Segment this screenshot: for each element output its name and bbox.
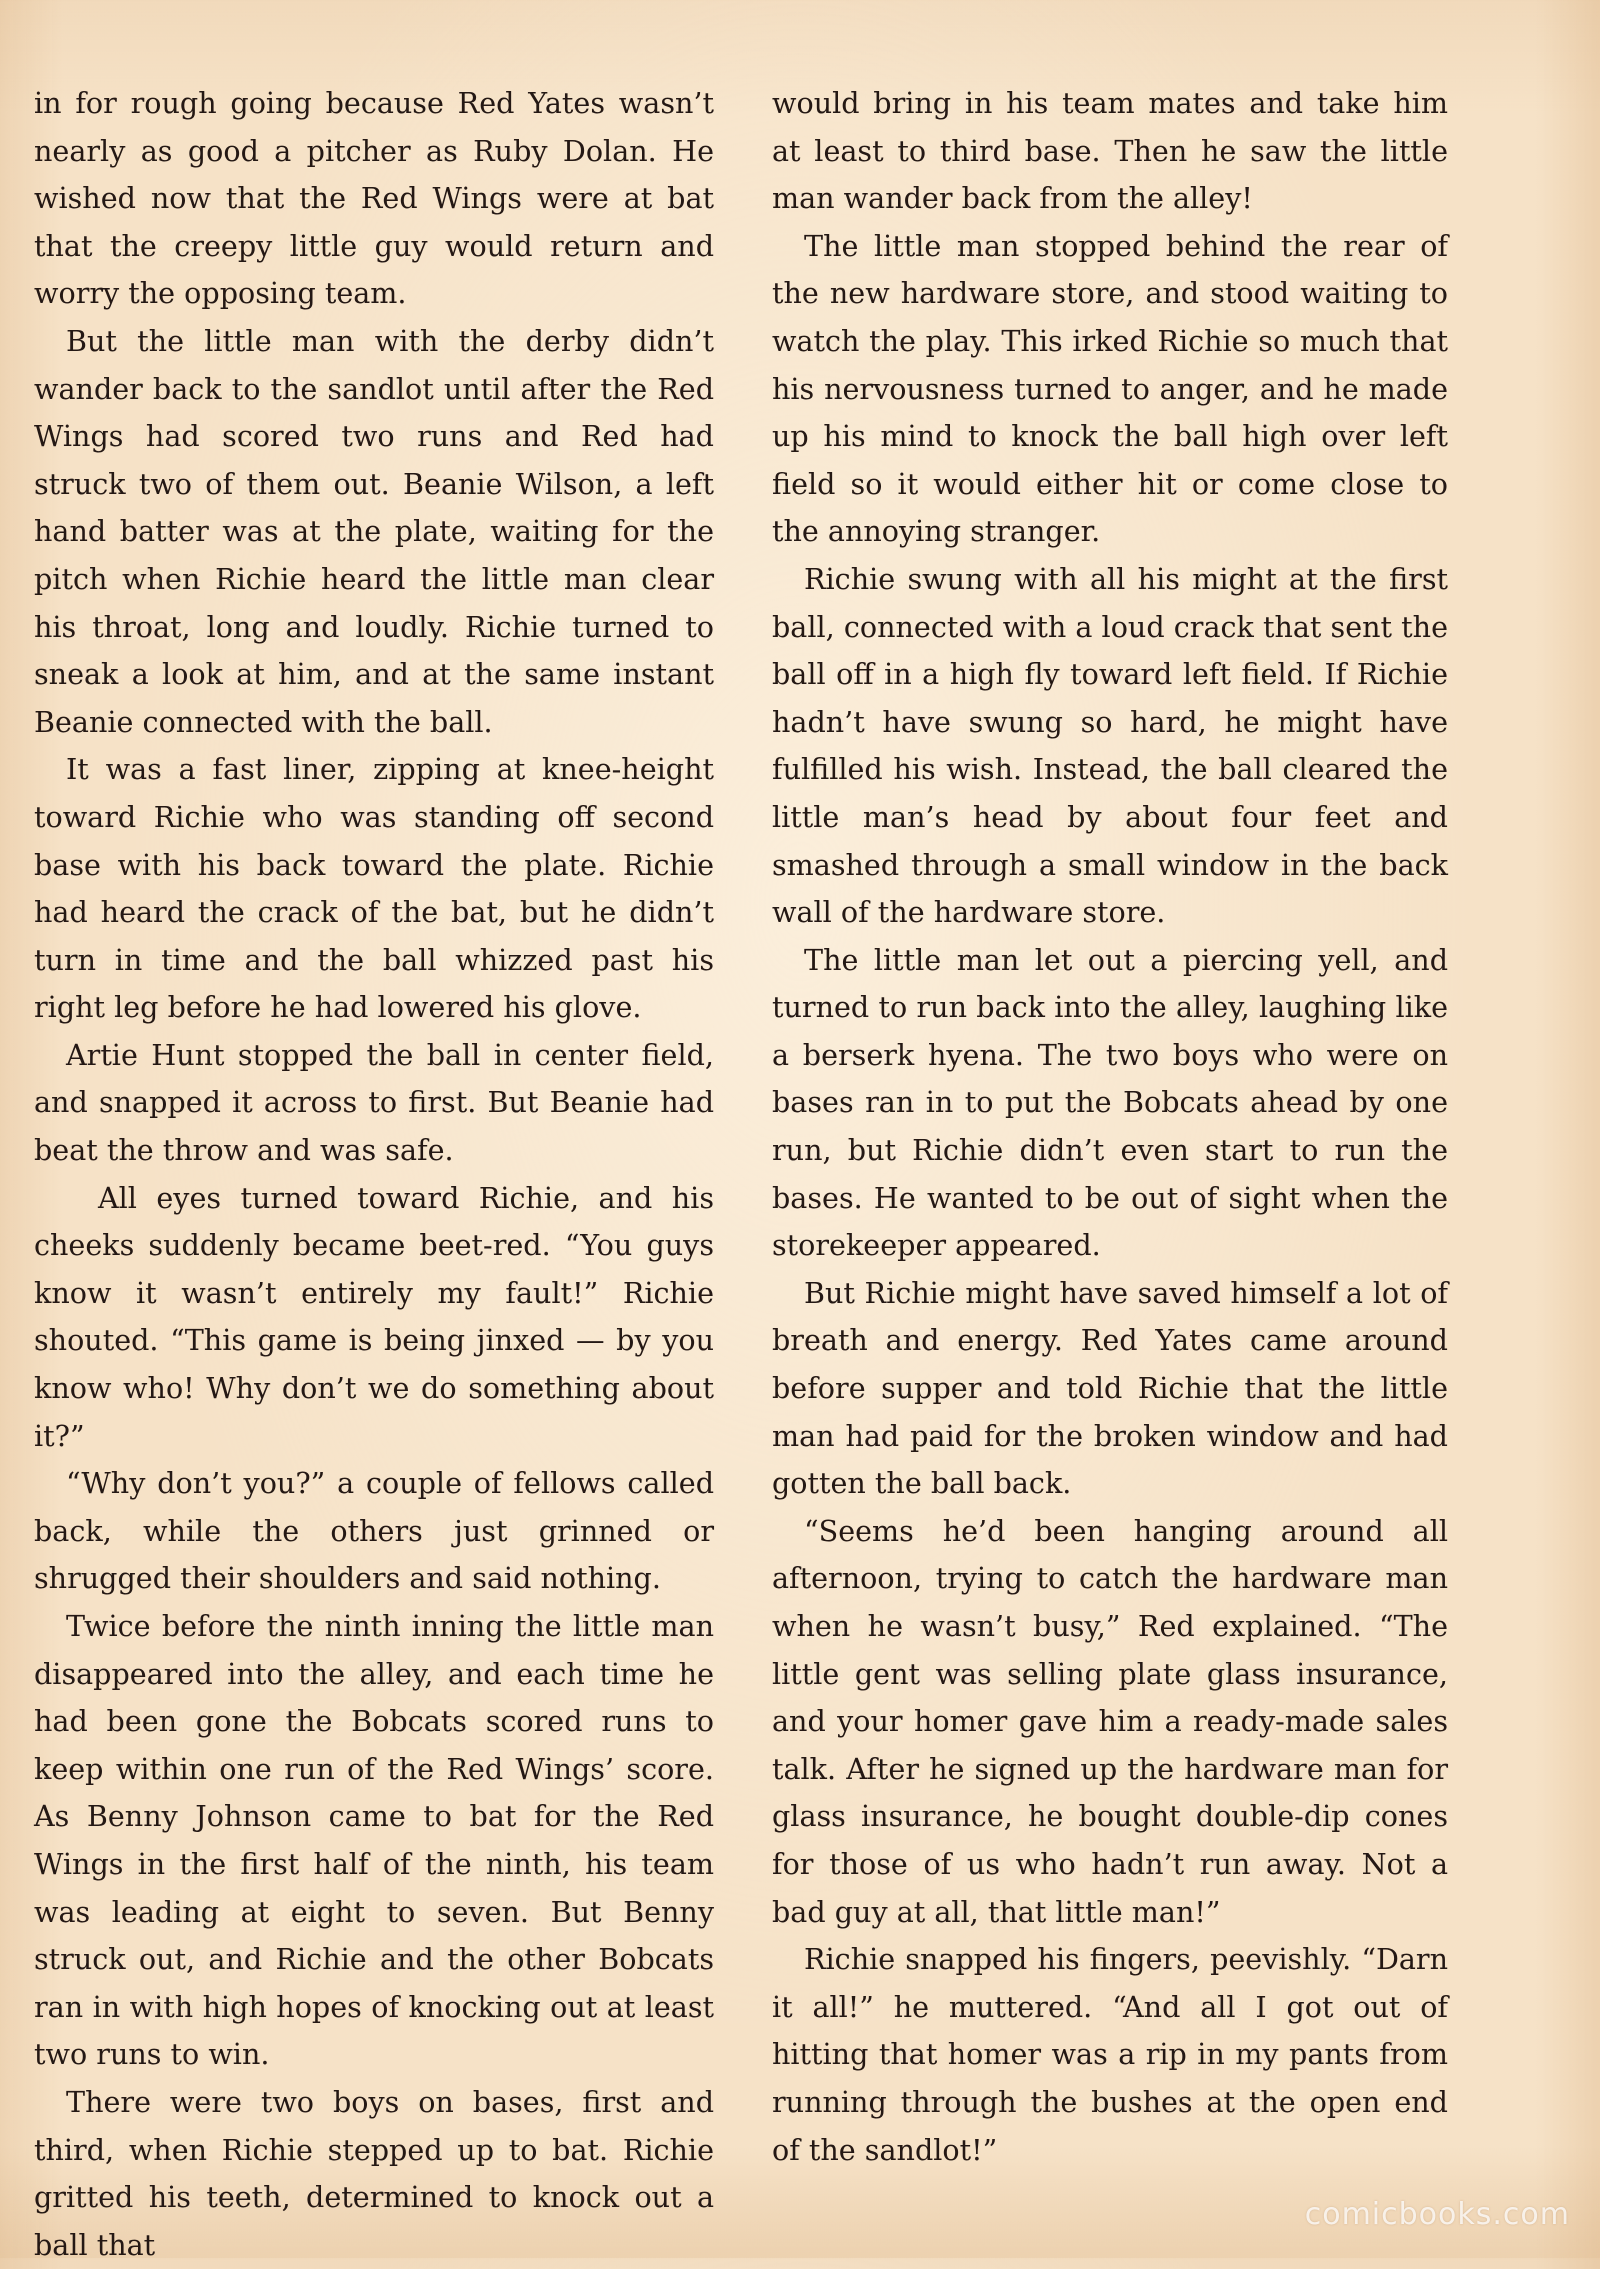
right-paragraph-6 [772,1508,1448,1936]
right-paragraph-1 [772,80,1448,223]
paragraph-text: in for rough going because Red Yates wasn’t nearly as good a pitcher as Ruby Dolan. He wished now that the Red Wings were at bat that the creepy little guy would return and worry the opposing team. [34,86,714,311]
left-paragraph-2 [34,318,714,746]
left-paragraph-1 [34,80,714,318]
paragraph-text: Twice before the ninth inning the little man disappeared into the alley, and each time he had been gone the Bobcats scored runs to keep within one run of the Red Wings’ score. As Benny Johnson came to bat for the Red Wings in the first half of the ninth, his team was leading at eight to seven. But Benny struck out, and Richie and the other Bobcats ran in with high hopes of knocking out at least two runs to win. [34,1609,714,2072]
paragraph-text: Artie Hunt stopped the ball in center field, and snapped it across to first. But Beanie had beat the throw and was safe. [34,1037,714,1168]
paragraph-text: The little man stopped behind the rear of the new hardware store, and stood waiting to watch the play. This irked Richie so much that his nervousness turned to anger, and he made up his mind to knock the ball high over left field so it would either hit or come close to the annoying stranger. [772,228,1448,549]
paragraph-text: “Why don’t you?” a couple of fellows called back, while the others just grinned or shrugged their shoulders and said nothing. [34,1466,714,1596]
paragraph-text: But Richie might have saved himself a lot of breath and energy. Red Yates came around before supper and told Richie that the little man had paid for the broken window and had gotten the ball back. [772,1275,1448,1501]
site-watermark: comicbooks.com [1304,2197,1570,2232]
left-paragraph-3 [34,746,714,1032]
paragraph-text: “Seems he’d been hanging around all afternoon, trying to catch the hardware man when he wasn’t busy,” Red explained. “The little gent was selling plate glass insurance, and your homer gave him a ready-made sales talk. After he signed up the hardware man for glass insurance, he bought double-dip cones for those of us who hadn’t run away. Not a bad guy at all, that little man!” [772,1513,1448,1929]
paragraph-text: There were two boys on bases, first and third, when Richie stepped up to bat. Richie gritted his teeth, determined to knock out a ball that [34,2084,714,2262]
paragraph-text: All eyes turned toward Richie, and his cheeks suddenly became beet-red. “You guys know it wasn’t entirely my fault!” Richie shouted. “This game is being jinxed — by you know who! Why don’t we do something about it?” [34,1180,714,1453]
right-paragraph-2 [772,223,1448,556]
left-paragraph-7 [34,1603,714,2079]
paragraph-text: Richie snapped his fingers, peevishly. “Darn it all!” he muttered. “And all I got out of hitting that homer was a rip in my pants from running through the bushes at the open end of the sandlot!” [772,1942,1448,2167]
paragraph-text: The little man let out a piercing yell, and turned to run back into the alley, laughing like a berserk hyena. The two boys who were on bases ran in to put the Bobcats ahead by one run, but Richie didn’t even start to run the bases. He wanted to be out of sight when the storekeeper appeared. [772,942,1448,1263]
paragraph-text: would bring in his team mates and take him at least to third base. Then he saw the little man wander back from the alley! [772,86,1448,216]
right-paragraph-7 [772,1936,1448,2174]
left-paragraph-4 [34,1032,714,1175]
left-text-column [34,80,714,2269]
right-paragraph-4 [772,937,1448,1270]
right-paragraph-3 [772,556,1448,937]
paragraph-text: Richie swung with all his might at the first ball, connected with a loud crack that sent the ball off in a high fly toward left field. If Richie hadn’t have swung so hard, he might have fulfilled his wish. Instead, the ball cleared the little man’s head by about four feet and smashed through a small window in the back wall of the hardware store. [772,561,1448,930]
paragraph-text: It was a fast liner, zipping at knee-height toward Richie who was standing off second base with his back toward the plate. Richie had heard the crack of the bat, but he didn’t turn in time and the ball whizzed past his right leg before he had lowered his glove. [34,752,714,1025]
right-text-column [772,80,1448,2174]
paragraph-text: But the little man with the derby didn’t wander back to the sandlot until after the Red Wings had scored two runs and Red had struck two of them out. Beanie Wilson, a left hand batter was at the plate, waiting for the pitch when Richie heard the little man clear his throat, long and loudly. Richie turned to sneak a look at him, and at the same instant Beanie connected with the ball. [34,323,714,739]
left-paragraph-5 [34,1175,714,1461]
left-paragraph-8 [34,2079,714,2269]
left-paragraph-6 [34,1460,714,1603]
right-paragraph-5 [772,1270,1448,1508]
